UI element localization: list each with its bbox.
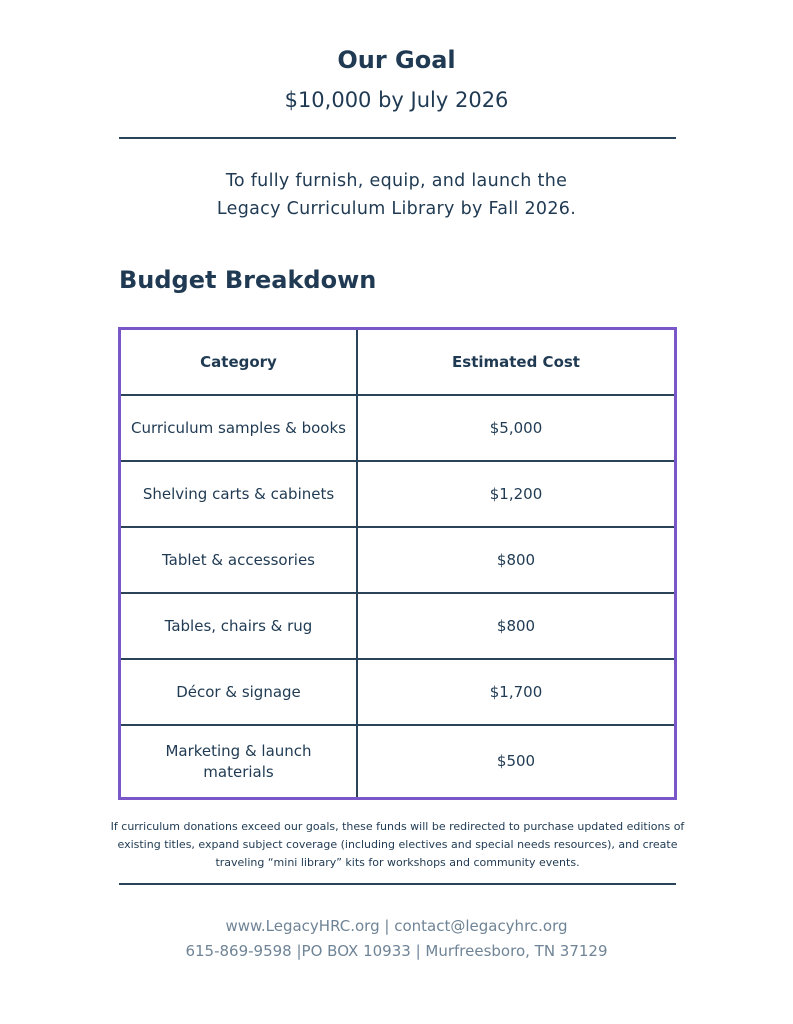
- divider-bottom: [119, 883, 676, 885]
- table-row: [120, 725, 676, 799]
- mission-statement: [0, 167, 793, 223]
- table-row: [120, 461, 676, 527]
- contact-phone-address: 615-869-9598 |PO BOX 10933 | Murfreesboro, TN 37129: [185, 942, 608, 960]
- goal-amount: $10,000 by July 2026: [284, 88, 509, 112]
- table-row: [120, 527, 676, 593]
- row-category: Curriculum samples & books: [120, 395, 358, 461]
- row-cost: $800: [357, 527, 676, 593]
- mission-line-1: To fully furnish, equip, and launch the: [225, 171, 568, 191]
- table-row: [120, 659, 676, 725]
- header-estimated-cost: Estimated Cost: [357, 329, 676, 396]
- row-cost: $500: [357, 725, 676, 799]
- row-category: Tablet & accessories: [120, 527, 358, 593]
- mission-line-2: Legacy Curriculum Library by Fall 2026.: [216, 199, 577, 219]
- budget-title: Budget Breakdown: [119, 266, 377, 294]
- row-cost: $5,000: [357, 395, 676, 461]
- table-header-row: [120, 329, 676, 396]
- goal-title: Our Goal: [337, 46, 456, 74]
- contact-web-email: www.LegacyHRC.org | contact@legacyhrc.org: [225, 917, 568, 935]
- table-row: [120, 395, 676, 461]
- row-cost: $1,700: [357, 659, 676, 725]
- divider-top: [119, 137, 676, 139]
- row-category: Tables, chairs & rug: [120, 593, 358, 659]
- row-category: Marketing & launch materials: [120, 725, 358, 799]
- row-category: Décor & signage: [120, 659, 358, 725]
- budget-table: [118, 327, 677, 800]
- table-row: [120, 593, 676, 659]
- header-category: Category: [120, 329, 358, 396]
- funds-note: If curriculum donations exceed our goals, these funds will be redirected to purchase updated editions of existing titles, expand subject coverage (including electives and special needs resources), and create traveling “mini library” kits for workshops and community events.: [110, 820, 685, 869]
- row-category: Shelving carts & cabinets: [120, 461, 358, 527]
- row-cost: $800: [357, 593, 676, 659]
- row-cost: $1,200: [357, 461, 676, 527]
